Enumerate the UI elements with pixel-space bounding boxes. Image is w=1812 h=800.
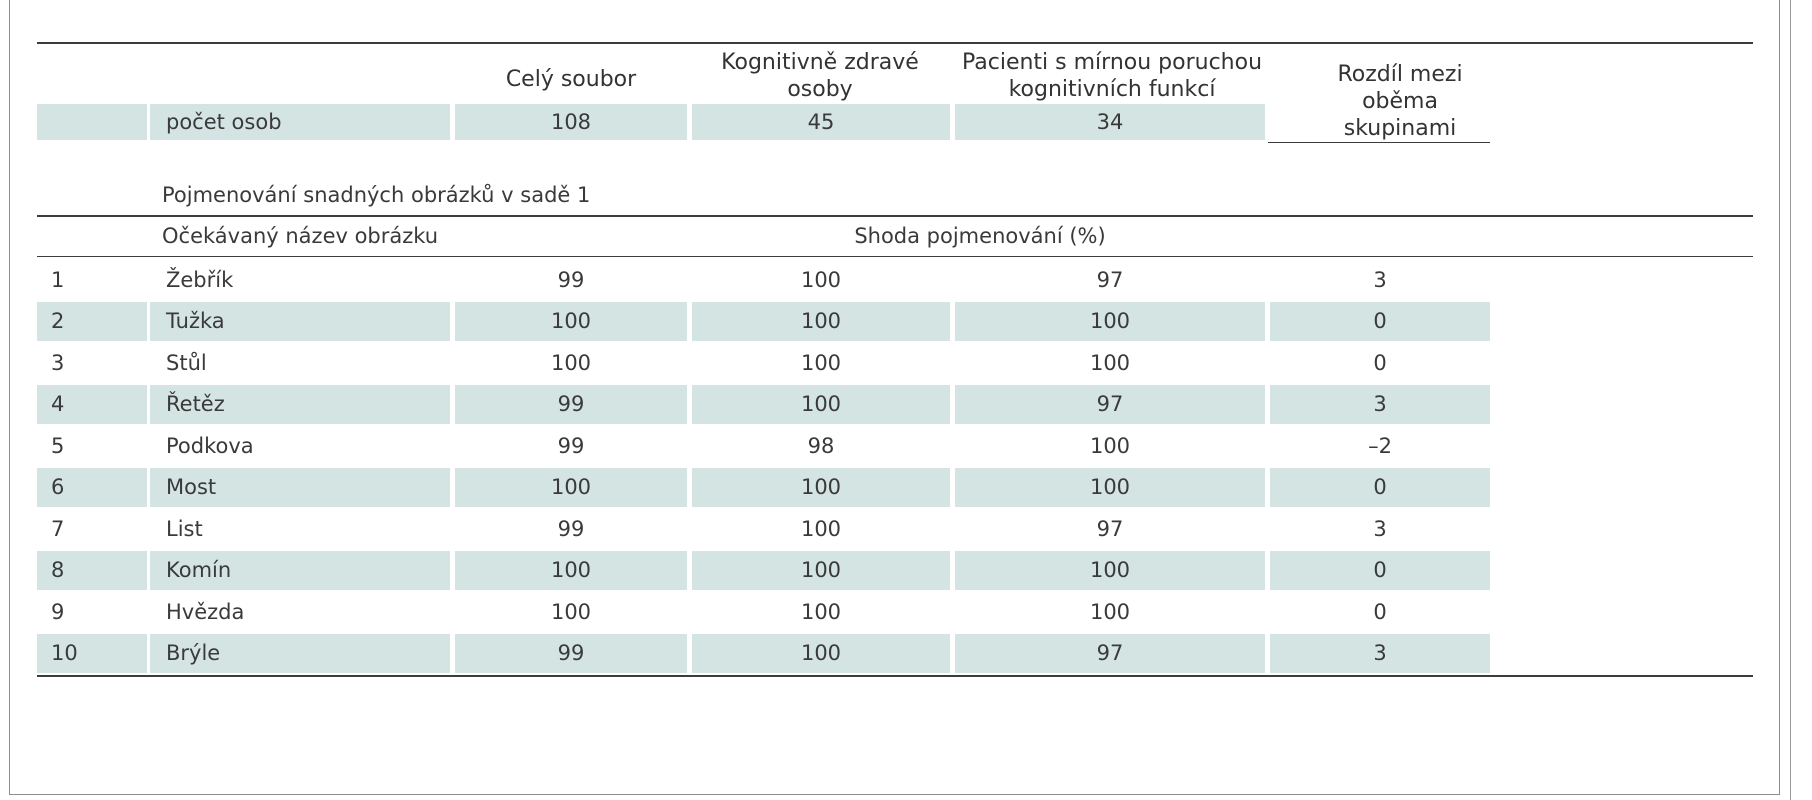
row-number: 2 — [51, 309, 65, 334]
row-difference: 0 — [1373, 599, 1387, 624]
subheader-rule — [37, 256, 1753, 257]
row-name: Brýle — [166, 641, 221, 666]
row-difference: 3 — [1373, 516, 1387, 541]
count-row-patients: 34 — [1096, 110, 1124, 134]
row-number: 10 — [51, 641, 78, 666]
row-whole: 99 — [557, 641, 585, 666]
row-healthy: 100 — [800, 475, 842, 500]
row-name: List — [166, 516, 203, 541]
row-patients: 97 — [1096, 267, 1124, 292]
row-number: 9 — [51, 599, 65, 624]
header-healthy: Kognitivně zdravé osoby — [721, 50, 919, 102]
row-number: 7 — [51, 516, 65, 541]
row-patients: 100 — [1089, 433, 1131, 458]
row-number: 5 — [51, 433, 65, 458]
header-difference: Rozdíl mezi oběma skupinami — [1337, 61, 1463, 141]
row-difference: 0 — [1373, 309, 1387, 334]
page-edge-line — [1790, 0, 1791, 800]
row-name: Most — [166, 475, 217, 500]
header-patients: Pacienti s mírnou poruchou kognitivních funkcí — [961, 50, 1263, 102]
row-healthy: 100 — [800, 392, 842, 417]
row-whole: 99 — [557, 267, 585, 292]
row-name: Žebřík — [166, 267, 234, 292]
row-healthy: 100 — [800, 350, 842, 375]
row-healthy: 100 — [800, 516, 842, 541]
row-whole: 99 — [557, 392, 585, 417]
top-rule — [37, 42, 1753, 44]
bottom-rule — [37, 675, 1753, 677]
row-difference: 3 — [1373, 267, 1387, 292]
row-whole: 100 — [550, 350, 592, 375]
section-rule — [37, 215, 1753, 217]
section-title: Pojmenování snadných obrázků v sadě 1 — [162, 183, 591, 207]
row-name: Stůl — [166, 350, 207, 375]
row-patients: 97 — [1096, 641, 1124, 666]
row-healthy: 98 — [807, 433, 835, 458]
row-patients: 97 — [1096, 516, 1124, 541]
row-name: Řetěz — [166, 392, 225, 417]
row-difference: 3 — [1373, 392, 1387, 417]
row-whole: 100 — [550, 475, 592, 500]
row-whole: 99 — [557, 516, 585, 541]
row-difference: 0 — [1373, 350, 1387, 375]
row-difference: 3 — [1373, 641, 1387, 666]
count-row-bg-num — [37, 104, 147, 140]
row-patients: 100 — [1089, 599, 1131, 624]
count-row-label: počet osob — [166, 110, 282, 134]
row-healthy: 100 — [800, 267, 842, 292]
row-patients: 100 — [1089, 475, 1131, 500]
row-healthy: 100 — [800, 309, 842, 334]
row-difference: 0 — [1373, 558, 1387, 583]
row-name: Hvězda — [166, 599, 245, 624]
row-whole: 100 — [550, 558, 592, 583]
row-healthy: 100 — [800, 599, 842, 624]
row-patients: 100 — [1089, 350, 1131, 375]
count-row-healthy: 45 — [807, 110, 835, 134]
row-patients: 100 — [1089, 309, 1131, 334]
row-number: 6 — [51, 475, 65, 500]
row-name: Tužka — [166, 309, 225, 334]
row-patients: 100 — [1089, 558, 1131, 583]
row-number: 1 — [51, 267, 65, 292]
row-whole: 100 — [550, 309, 592, 334]
header-whole: Celý soubor — [505, 66, 637, 92]
row-difference: 0 — [1373, 475, 1387, 500]
row-name: Komín — [166, 558, 232, 583]
difference-header-rule — [1268, 142, 1490, 143]
row-patients: 97 — [1096, 392, 1124, 417]
subheader-agreement: Shoda pojmenování (%) — [854, 224, 1106, 248]
row-name: Podkova — [166, 433, 254, 458]
row-difference: –2 — [1368, 433, 1392, 458]
count-row-whole: 108 — [550, 110, 592, 134]
row-whole: 99 — [557, 433, 585, 458]
row-number: 3 — [51, 350, 65, 375]
row-healthy: 100 — [800, 558, 842, 583]
row-number: 4 — [51, 392, 65, 417]
row-healthy: 100 — [800, 641, 842, 666]
row-whole: 100 — [550, 599, 592, 624]
subheader-name: Očekávaný název obrázku — [162, 224, 439, 248]
row-number: 8 — [51, 558, 65, 583]
